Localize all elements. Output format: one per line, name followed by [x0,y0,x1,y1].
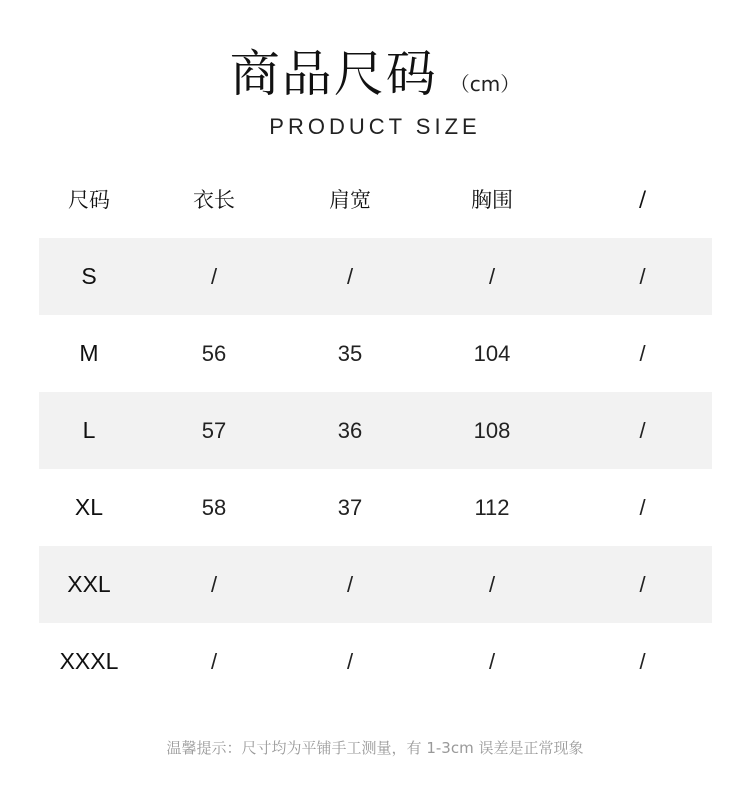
table-row [39,315,712,392]
header-size: 尺码 [68,188,110,212]
shoulder-cell: / [346,263,354,289]
length-cell: / [210,571,218,597]
measurement-note: 温馨提示：尺寸均为平铺手工测量，有 1-3cm 误差是正常现象 [166,739,584,757]
shoulder-cell: / [346,571,354,597]
length-cell: 58 [201,494,227,520]
size-cell: XXL [67,571,111,597]
extra-cell: / [639,417,646,443]
size-table [39,160,712,700]
extra-cell: / [639,571,646,597]
length-cell: / [210,648,218,674]
shoulder-cell: / [346,648,354,674]
shoulder-cell: 37 [337,494,363,520]
chest-cell: 112 [474,494,510,520]
length-cell: 56 [201,340,227,366]
table-row [39,238,712,315]
shoulder-cell: 35 [337,340,363,366]
length-cell: / [210,263,218,289]
chest-cell: / [488,571,496,597]
length-cell: 57 [201,417,227,443]
chest-cell: / [488,648,496,674]
header-extra: / [638,187,647,211]
header-length: 衣长 [193,188,235,212]
shoulder-cell: 36 [337,417,363,443]
extra-cell: / [639,648,646,674]
table-row [39,392,712,469]
header-chest: 胸围 [471,188,513,212]
unit-label: （cm） [449,72,521,96]
size-cell: L [82,417,96,443]
size-cell: S [81,263,97,289]
chest-cell: 104 [473,340,511,366]
header-shoulder: 肩宽 [329,188,371,212]
extra-cell: / [639,263,646,289]
chest-cell: / [488,263,496,289]
size-cell: XXXL [59,648,119,674]
title-block [0,34,750,106]
size-cell: XL [74,494,104,520]
table-row [39,546,712,623]
page-subtitle: PRODUCT SIZE [269,114,481,139]
extra-cell: / [639,340,646,366]
chest-cell: 108 [473,417,511,443]
page-title: 商品尺码 [229,45,438,103]
table-row [39,469,712,546]
extra-cell: / [639,494,646,520]
table-header [39,160,712,238]
size-cell: M [79,340,99,366]
table-row [39,623,712,700]
